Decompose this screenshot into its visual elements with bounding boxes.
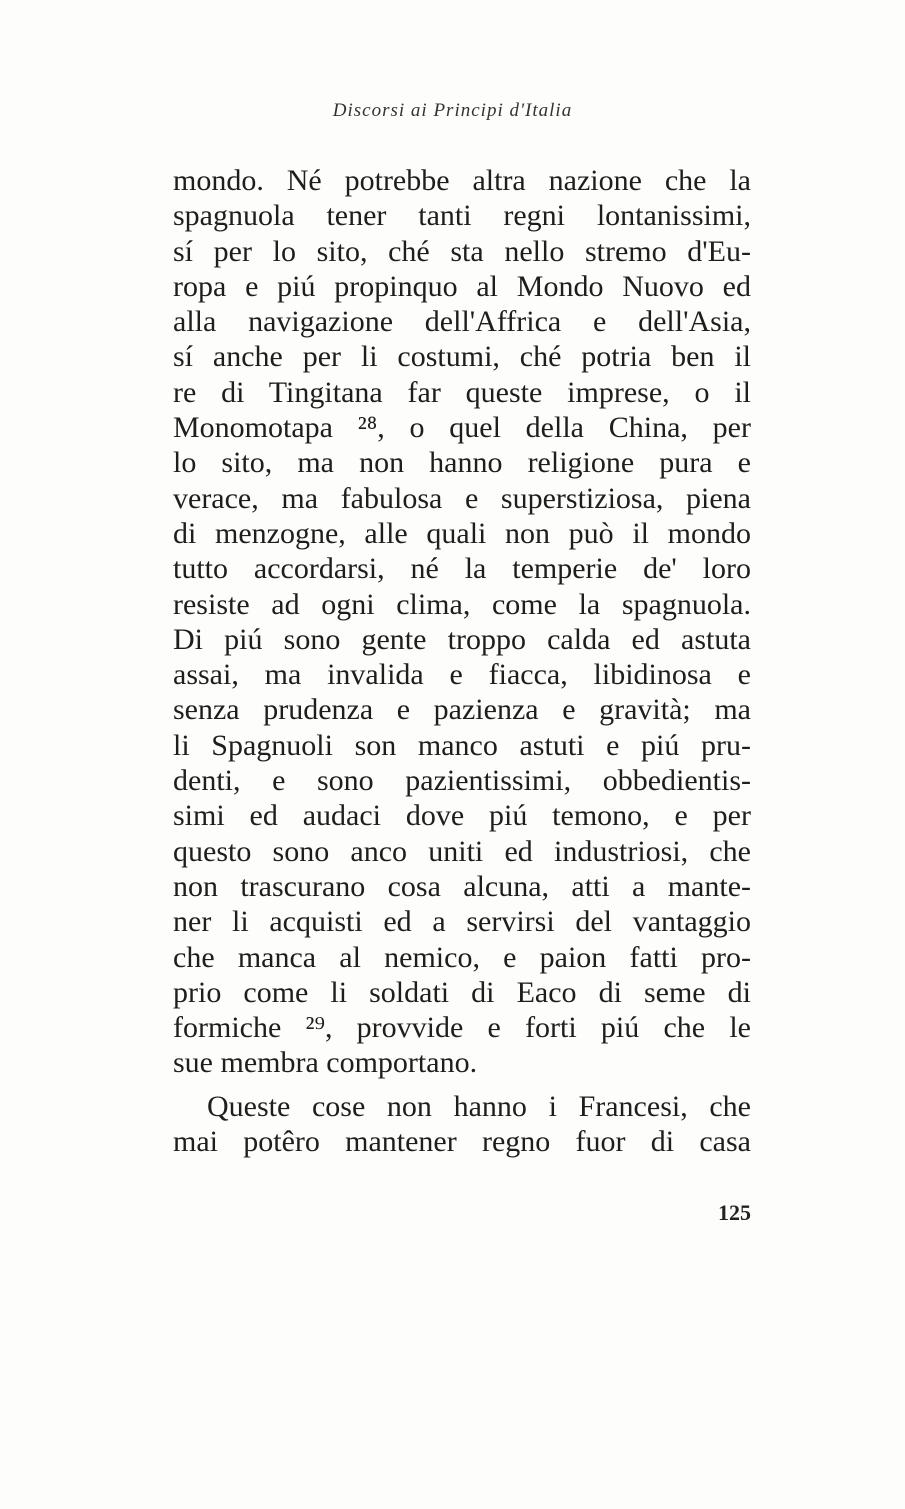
text-line: assai, ma invalida e fiacca, libidinosa e bbox=[173, 658, 751, 692]
text-line: non trascurano cosa alcuna, atti a mante- bbox=[173, 869, 751, 903]
text-line: questo sono anco uniti ed industriosi, che bbox=[173, 834, 751, 868]
text-line: lo sito, ma non hanno religione pura e bbox=[173, 446, 751, 480]
text-line: simi ed audaci dove piú temono, e per bbox=[173, 799, 751, 833]
paragraph-2 bbox=[173, 1089, 751, 1160]
text-line: formiche ²⁹, provvide e forti piú che le bbox=[173, 1011, 751, 1045]
text-line: alla navigazione dell'Affrica e dell'Asia, bbox=[173, 305, 751, 339]
text-line: mai potêro mantener regno fuor di casa bbox=[173, 1125, 751, 1159]
text-line: sí per lo sito, ché sta nello stremo d'Eu- bbox=[173, 234, 751, 268]
text-line: Di piú sono gente troppo calda ed astuta bbox=[173, 622, 751, 656]
page-number: 125 bbox=[718, 1200, 751, 1225]
text-line: denti, e sono pazientissimi, obbedientis- bbox=[173, 764, 751, 798]
text-line: spagnuola tener tanti regni lontanissimi, bbox=[173, 199, 751, 233]
text-line: sí anche per li costumi, ché potria ben il bbox=[173, 340, 751, 374]
text-line: Queste cose non hanno i Francesi, che bbox=[207, 1089, 751, 1123]
text-line: mondo. Né potrebbe altra nazione che la bbox=[173, 164, 751, 197]
text-line: Monomotapa ²⁸, o quel della China, per bbox=[173, 411, 751, 445]
text-line: sue membra comportano. bbox=[173, 1046, 478, 1080]
paragraph-1 bbox=[173, 163, 751, 1081]
text-line: che manca al nemico, e paion fatti pro- bbox=[173, 940, 751, 974]
text-line: re di Tingitana far queste imprese, o il bbox=[173, 375, 751, 409]
text-line: tutto accordarsi, né la temperie de' loro bbox=[173, 552, 751, 586]
running-head: Discorsi ai Principi d'Italia bbox=[332, 100, 573, 121]
text-line: prio come li soldati di Eaco di seme di bbox=[173, 975, 751, 1009]
text-line: ner li acquisti ed a servirsi del vantaggio bbox=[173, 905, 751, 939]
text-line: resiste ad ogni clima, come la spagnuola. bbox=[173, 587, 751, 621]
text-line: verace, ma fabulosa e superstiziosa, piena bbox=[173, 481, 751, 515]
body-text bbox=[173, 163, 751, 1159]
text-line: di menzogne, alle quali non può il mondo bbox=[173, 516, 751, 550]
text-line: li Spagnuoli son manco astuti e piú pru- bbox=[173, 728, 751, 762]
text-line: senza prudenza e pazienza e gravità; ma bbox=[173, 693, 751, 727]
text-line: ropa e piú propinquo al Mondo Nuovo ed bbox=[173, 269, 751, 303]
